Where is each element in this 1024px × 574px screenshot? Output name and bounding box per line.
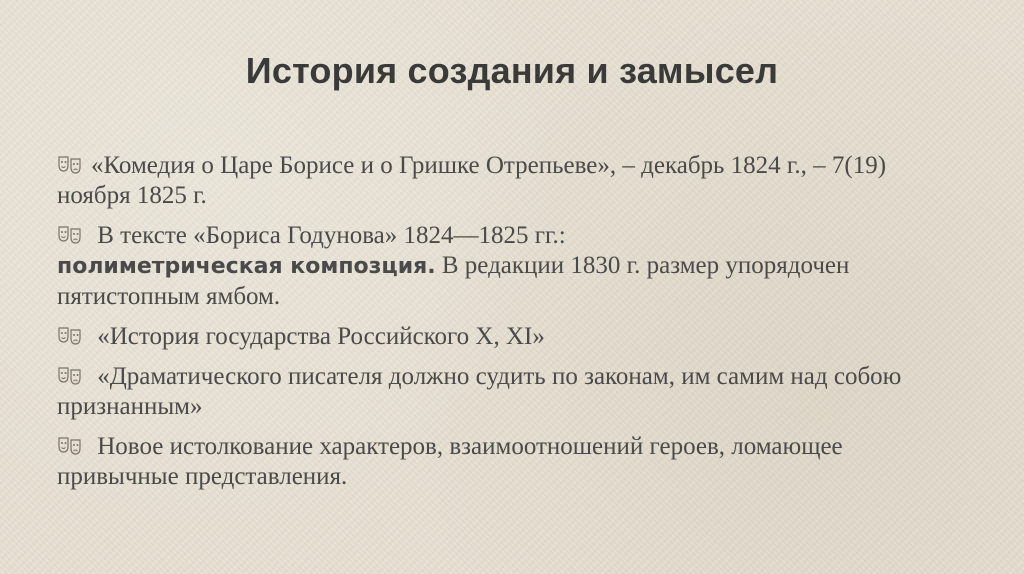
bullet-text: «Драматического писателя должно судить по законам, им самим над собою признанным» xyxy=(57,363,902,420)
bullet-item xyxy=(57,221,957,312)
bullet-text: «Комедия о Царе Борисе и о Гришке Отрепьеве», – декабрь 1824 г., – 7(19) ноября 1825 г. xyxy=(57,152,887,209)
theater-masks-icon xyxy=(57,365,83,387)
bullet-text: В тексте «Бориса Годунова» 1824—1825 гг.: xyxy=(91,222,566,249)
bullet-text: В редакции 1830 г. размер упорядочен пятистопным ямбом. xyxy=(57,252,850,310)
theater-masks-icon xyxy=(57,325,83,347)
bullet-text: Новое истолкование характеров, взаимоотношений героев, ломающее привычные представления. xyxy=(57,433,843,490)
bullet-item xyxy=(57,322,957,352)
bullet-text: «История государства Российского X, XI» xyxy=(91,323,545,350)
slide-title: История создания и замысел xyxy=(245,50,779,91)
bullet-list xyxy=(57,151,957,502)
bullet-item xyxy=(57,432,957,492)
theater-masks-icon xyxy=(57,435,83,457)
bullet-item xyxy=(57,362,957,422)
theater-masks-icon xyxy=(57,154,83,176)
bullet-bold-text: полиметрическая композция. xyxy=(57,254,436,279)
bullet-item xyxy=(57,151,957,211)
theater-masks-icon xyxy=(57,224,83,246)
